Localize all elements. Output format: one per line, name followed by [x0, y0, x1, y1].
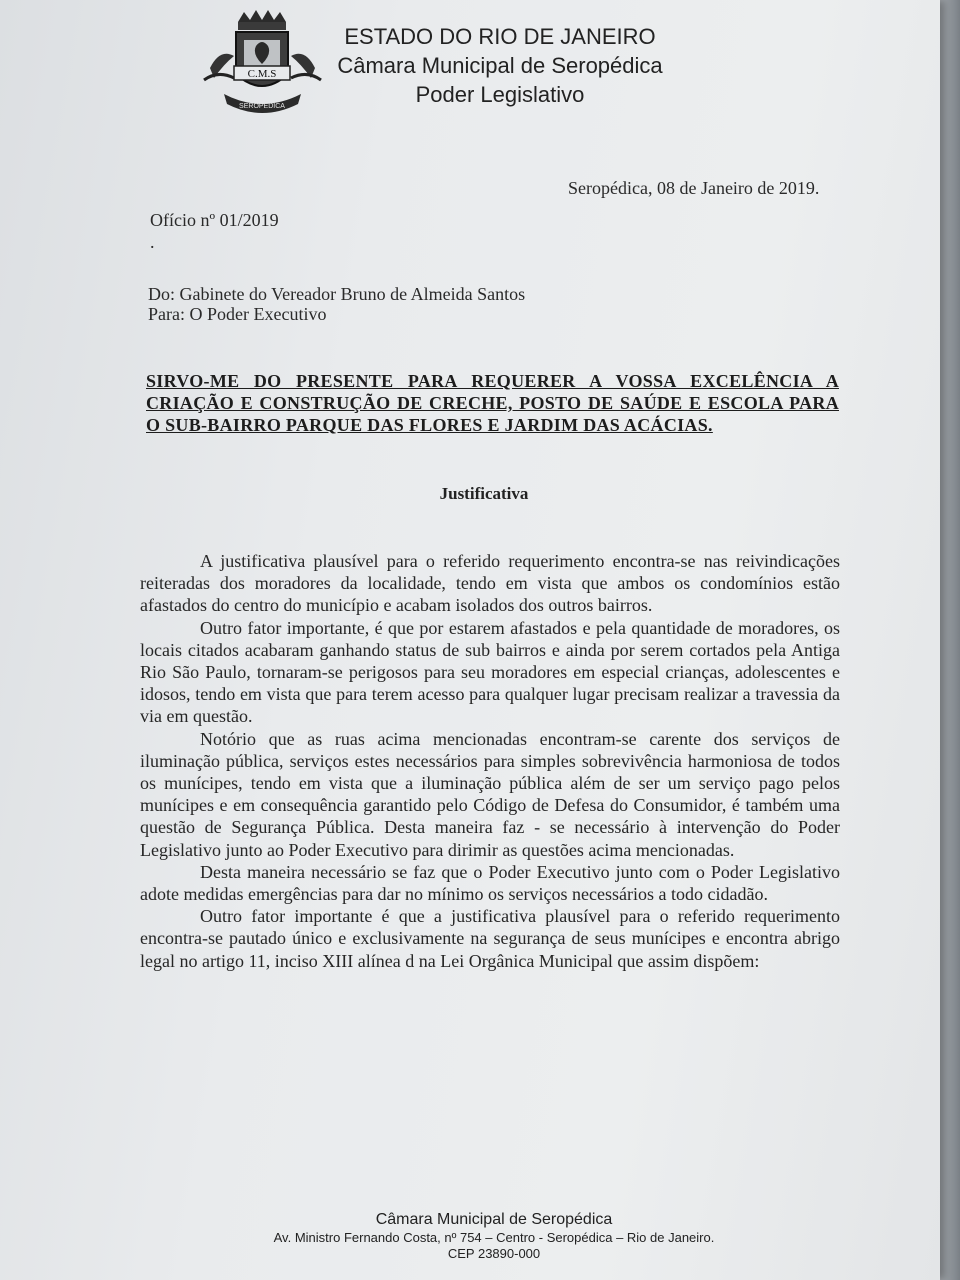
paragraph: Outro fator importante é que a justificativa plausível para o referido requerimento encontra-se pautado único e exclusivamente na segurança de seus munícipes e encontra abrigo legal no artigo 11, inciso XIII alínea d na Lei Orgânica Municipal que assim dispõem: — [140, 906, 840, 971]
footer-postal-code: CEP 23890-000 — [447, 1246, 541, 1261]
paragraph: Notório que as ruas acima mencionadas encontram-se carente dos serviços de iluminação pública, serviços estes necessários para simples sobrevivência harmoniosa de todos os munícipes, tendo em vista que a iluminação pública além de ser um serviço pago pelos munícipes e em consequência garantido pelo Código de Defesa do Consumidor, é também uma questão de Segurança Pública. Desta maneira faz - se necessário à intervenção do Poder Legislativo junto ao Poder Executivo para dirimir as questões acima mencionadas. — [140, 728, 840, 860]
footer-address: Av. Ministro Fernando Costa, nº 754 – Centro - Seropédica – Rio de Janeiro. — [273, 1230, 715, 1245]
stray-dot: . — [150, 232, 155, 252]
seal-text: C.M.S — [247, 68, 277, 80]
subject-heading: SIRVO-ME DO PRESENTE PARA REQUERER A VOSSA EXCELÊNCIA A CRIAÇÃO E CONSTRUÇÃO DE CRECHE, POSTO DE SAÚDE E ESCOLA PARA O SUB-BAIRRO PARQUE DAS FLORES E JARDIM DAS ACÁCIAS. — [146, 371, 839, 435]
from-line: Do: Gabinete do Vereador Bruno de Almeida Santos — [148, 284, 526, 304]
footer — [0, 1210, 960, 1262]
footer-chamber: Câmara Municipal de Seropédica — [375, 1211, 613, 1228]
paragraph: Outro fator importante, é que por estarem afastados e pela quantidade de moradores, os locais citados acabaram ganhando status de sub bairros e ainda por serem cortados pela Antiga Rio São Paulo, tornaram-se perigosos para seu moradores em especial crianças, adolescentes e idosos, tendo em vista que para terem acesso para qualquer lugar precisam realizar a travessia da via em questão. — [140, 617, 840, 727]
document-date: Seropédica, 08 de Janeiro de 2019. — [568, 178, 820, 198]
letterhead-branch: Poder Legislativo — [415, 82, 585, 107]
oficio-number: Ofício nº 01/2019 — [150, 210, 279, 230]
to-line: Para: O Poder Executivo — [148, 304, 327, 324]
seal-ribbon-text: SEROPÉDICA — [239, 103, 285, 110]
justification-title: Justificativa — [439, 484, 529, 503]
letterhead-state: ESTADO DO RIO DE JANEIRO — [344, 24, 656, 49]
paragraph: A justificativa plausível para o referido requerimento encontra-se nas reivindicações reiteradas dos moradores da localidade, tendo em vista que ambos os condomínios estão afastados do centro do município e acabam isolados dos outros bairros. — [140, 551, 840, 616]
letterhead-chamber: Câmara Municipal de Seropédica — [337, 53, 663, 78]
municipal-coat-of-arms-icon — [200, 8, 325, 120]
justification-body — [140, 550, 840, 972]
addressing — [148, 284, 525, 324]
paragraph: Desta maneira necessário se faz que o Poder Executivo junto com o Poder Legislativo adote medidas emergências para dar no mínimo os serviços necessários a todo cidadão. — [140, 861, 840, 905]
letterhead — [330, 22, 670, 109]
